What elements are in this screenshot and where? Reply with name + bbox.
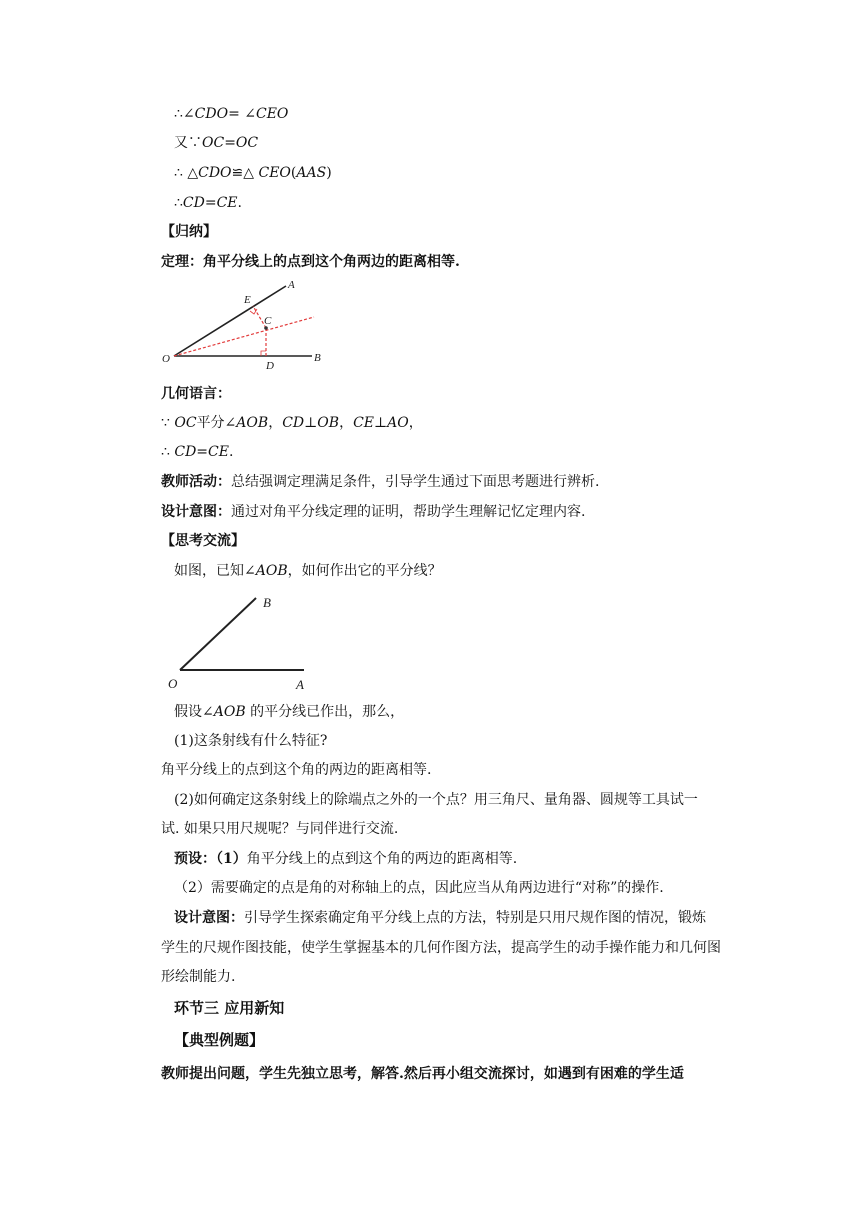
proof-text: . <box>237 195 242 211</box>
answer-1: 角平分线上的点到这个角的两边的距离相等. <box>161 762 432 778</box>
assume-text: AOB <box>213 704 246 720</box>
teacher-activity-text: 总结强调定理满足条件，引导学生通过下面思考题进行辨析. <box>231 474 600 490</box>
proof-text: = ∠ <box>228 106 256 122</box>
label-a: A <box>296 677 304 692</box>
proof-text: CEO <box>258 165 291 181</box>
label-d: D <box>266 360 274 372</box>
geo-text: AOB <box>236 415 269 431</box>
proof-text: CDO <box>198 165 232 181</box>
question-text: ，如何作出它的平分线？ <box>287 563 442 579</box>
preset-number: （1） <box>216 851 247 867</box>
assume-text: 的平分线已作出，那么， <box>245 704 405 720</box>
geo-text: AO <box>387 415 409 431</box>
proof-text: OC=OC <box>202 135 259 151</box>
ray-ob <box>180 598 256 670</box>
geo-text: 平分∠ <box>196 415 237 431</box>
teacher-activity-label: 教师活动： <box>161 474 231 490</box>
geo-text: ∴ <box>161 444 175 460</box>
proof-text: CD=CE <box>182 195 238 211</box>
proof-text: ) <box>326 165 332 181</box>
geometry-language-line-2 <box>161 442 233 462</box>
design-intent-2-line-3: 形绘制能力. <box>161 969 236 985</box>
geo-text: ∵ <box>161 415 175 431</box>
label-b: B <box>263 595 271 610</box>
assume-line <box>174 702 404 722</box>
right-angle-mark-e <box>250 309 257 314</box>
preset-2: （2）需要确定的点是角的对称轴上的点，因此应当从角两边进行“对称”的操作. <box>174 880 664 896</box>
proof-text: 又∵ <box>174 135 202 151</box>
label-o: O <box>168 676 178 691</box>
proof-text: ( <box>290 165 297 181</box>
proof-text: CEO <box>255 106 289 122</box>
geo-text: OB <box>317 415 340 431</box>
design-intent-label: 设计意图： <box>161 504 231 520</box>
teacher-question-line: 教师提出问题，学生先独立思考，解答.然后再小组交流探讨，如遇到有困难的学生适 <box>161 1066 684 1082</box>
question-text: 如图，已知∠ <box>174 563 256 579</box>
geometry-language-title: 几何语言： <box>161 386 231 402</box>
bisector-oc <box>174 317 314 356</box>
design-intent-1 <box>161 502 585 522</box>
geo-text: ⊥ <box>304 415 318 431</box>
geo-text: . <box>228 444 234 460</box>
design-intent-2-line-2: 学生的尺规作图技能，使学生掌握基本的几何作图方法，提高学生的动手操作能力和几何图 <box>161 940 721 956</box>
label-b: B <box>314 352 321 364</box>
preset-label: 预设： <box>174 851 216 867</box>
section-heading: 环节三 应用新知 <box>174 999 285 1017</box>
geo-text: CD=CE <box>174 444 229 460</box>
design-intent-label: 设计意图： <box>174 910 244 926</box>
label-o: O <box>162 353 170 365</box>
theorem: 定理：角平分线上的点到这个角两边的距离相等. <box>161 254 460 270</box>
design-intent-text: 通过对角平分线定理的证明，帮助学生理解记忆定理内容. <box>231 504 586 520</box>
think-heading: 【思考交流】 <box>161 533 245 549</box>
question <box>174 561 442 581</box>
label-e: E <box>244 294 251 306</box>
proof-text: ∴∠ <box>174 106 195 122</box>
label-c: C <box>264 315 272 327</box>
proof-line-1 <box>174 104 288 124</box>
geometry-language-line-1 <box>161 413 423 433</box>
geo-text: ， <box>268 415 283 431</box>
geo-text: ， <box>339 415 354 431</box>
geo-text: ， <box>408 415 423 431</box>
design-intent-text: 引导学生探索确定角平分线上点的方法，特别是只用尺规作图的情况，锻炼 <box>244 910 706 926</box>
geo-text: OC <box>174 415 197 431</box>
angle-bisector-figure <box>158 276 328 374</box>
proof-text: AAS <box>296 165 327 181</box>
angle-aob-figure <box>158 590 318 694</box>
question-2-line-2: 试. 如果只用尺规呢？与同伴进行交流. <box>161 821 399 837</box>
question-text: AOB <box>255 563 288 579</box>
proof-text: ≌△ <box>231 165 259 181</box>
preset-1 <box>174 849 517 869</box>
proof-text: CDO <box>194 106 229 122</box>
proof-text: ∴ △ <box>174 165 199 181</box>
geo-text: CE <box>353 415 374 431</box>
geo-text: ⊥ <box>374 415 388 431</box>
summary-heading: 【归纳】 <box>161 224 217 240</box>
proof-line-2 <box>174 133 258 153</box>
proof-text: ∴ <box>174 195 183 211</box>
assume-text: 假设∠ <box>174 704 214 720</box>
proof-line-4 <box>174 193 242 213</box>
preset-text: 角平分线上的点到这个角的两边的距离相等. <box>246 851 518 867</box>
example-heading: 【典型例题】 <box>174 1031 265 1049</box>
question-2-line-1: (2)如何确定这条射线上的除端点之外的一个点？用三角尺、量角器、圆规等工具试一 <box>174 792 698 808</box>
design-intent-2-line-1 <box>174 908 706 928</box>
geo-text: CD <box>282 415 305 431</box>
label-a: A <box>288 279 295 291</box>
question-1: (1)这条射线有什么特征? <box>174 733 328 749</box>
proof-line-3 <box>174 163 332 183</box>
teacher-activity <box>161 472 599 492</box>
